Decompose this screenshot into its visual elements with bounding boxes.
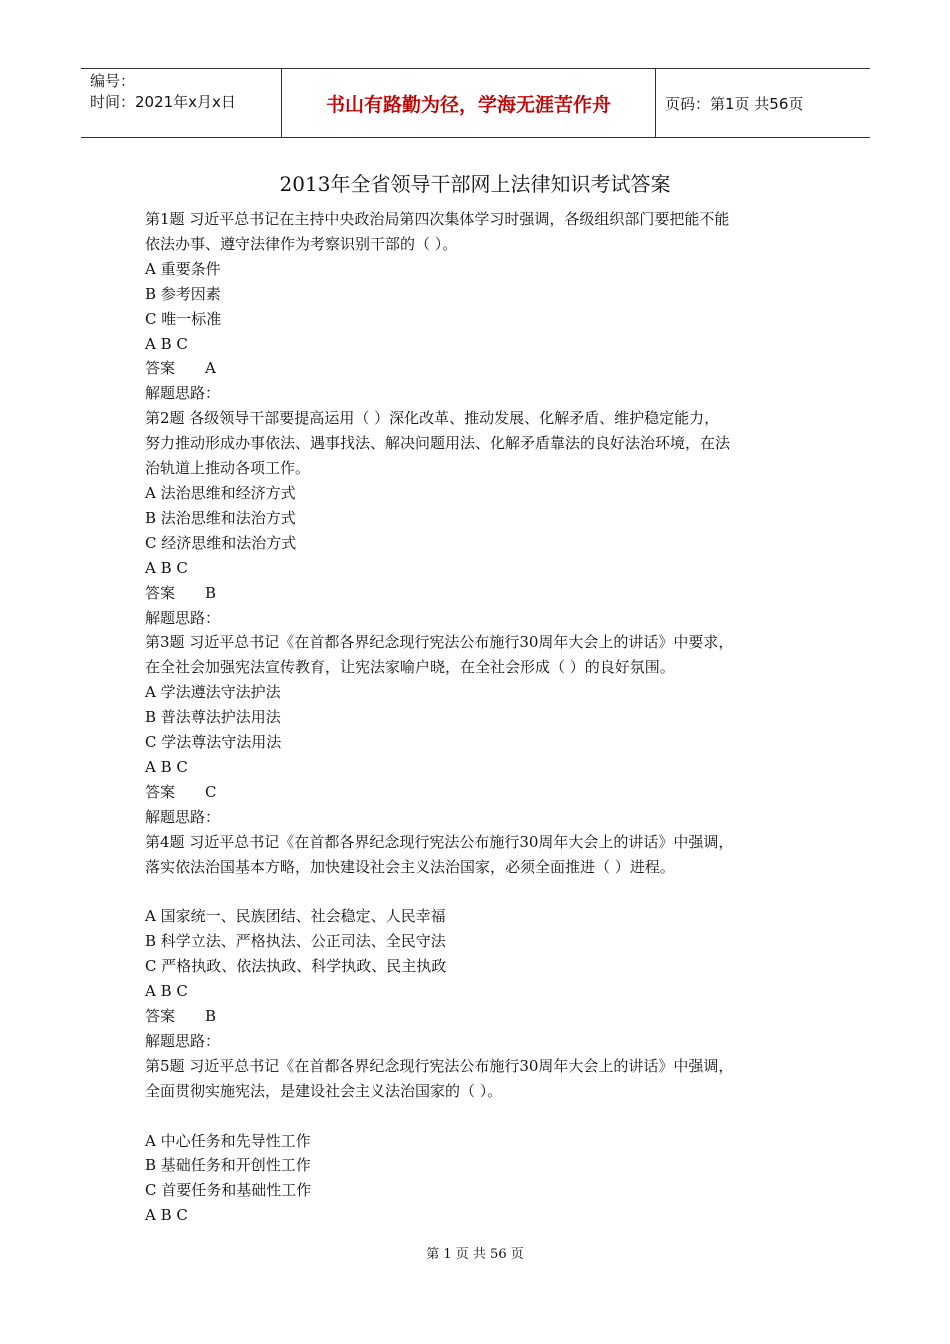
text-line: 第2题 各级领导干部要提高运用（ ）深化改革、推动发展、化解矛盾、维护稳定能力， [145,409,720,428]
blank-line [145,1104,820,1129]
text-line: 治轨道上推动各项工作。 [145,459,311,478]
header-left-cell [81,69,281,137]
text-line: C 严格执政、依法执政、科学执政、民主执政 [145,957,447,976]
text-line: A B C [145,558,188,577]
text-line: A 学法遵法守法护法 [145,683,281,702]
text-line: A 中心任务和先导性工作 [145,1131,311,1150]
text-line: 答案 B [145,1006,217,1025]
text-line: 答案 C [145,782,217,801]
document-time-label: 时间：2021年x月x日 [90,93,236,111]
document-number-label: 编号： [90,72,136,90]
text-line: B 科学立法、严格执法、公正司法、全民守法 [145,932,446,951]
text-line: 落实依法治国基本方略，加快建设社会主义法治国家，必须全面推进（ ）进程。 [145,857,675,876]
text-line: 第4题 习近平总书记《在首都各界纪念现行宪法公布施行30周年大会上的讲话》中强调， [145,832,734,851]
text-line: 解题思路： [145,807,221,826]
blank-line [145,879,820,904]
text-line: 全面贯彻实施宪法，是建设社会主义法治国家的（ ）。 [145,1081,503,1100]
text-line: A 重要条件 [145,259,221,278]
text-line: 解题思路： [145,384,221,403]
text-line: 第1题 习近平总书记在主持中央政治局第四次集体学习时强调，各级组织部门要把能不能 [145,210,730,228]
text-line: C 学法尊法守法用法 [145,733,282,752]
document-body [145,207,820,1228]
header-motto: 书山有路勤为径，学海无涯苦作舟 [281,69,656,137]
text-line: A 法治思维和经济方式 [145,483,296,502]
text-line: 在全社会加强宪法宣传教育，让宪法家喻户晓，在全社会形成（ ）的良好氛围。 [145,658,675,677]
text-line: B 基础任务和开创性工作 [145,1156,311,1175]
text-line: 解题思路： [145,1031,221,1050]
text-line: 答案 A [145,359,216,378]
text-line: 解题思路： [145,608,221,627]
text-line: B 法治思维和法治方式 [145,508,296,527]
text-line: 第3题 习近平总书记《在首都各界纪念现行宪法公布施行30周年大会上的讲话》中要求， [145,633,734,652]
text-line: C 唯一标准 [145,309,222,328]
document-title: 2013年全省领导干部网上法律知识考试答案 [279,172,671,196]
text-line: 依法办事、遵守法律作为考察识别干部的（ ）。 [145,234,458,253]
text-line: C 首要任务和基础性工作 [145,1181,312,1200]
text-line: B 参考因素 [145,284,221,303]
text-line: A 国家统一、民族团结、社会稳定、人民幸福 [145,907,446,926]
text-line: A B C [145,982,188,1001]
text-line: 第5题 习近平总书记《在首都各界纪念现行宪法公布施行30周年大会上的讲话》中强调， [145,1056,734,1075]
text-line: A B C [145,334,188,353]
text-line: A B C [145,757,188,776]
text-line: 努力推动形成办事依法、遇事找法、解决问题用法、化解矛盾靠法的良好法治环境，在法 [145,434,731,453]
text-line: A B C [145,1206,188,1225]
page-footer: 第 1 页 共 56 页 [426,1247,524,1262]
text-line: 答案 B [145,583,217,602]
page-header [81,68,870,138]
text-line: C 经济思维和法治方式 [145,533,297,552]
header-page-info: 页码：第1页 共56页 [665,94,804,113]
text-line: B 普法尊法护法用法 [145,708,281,727]
